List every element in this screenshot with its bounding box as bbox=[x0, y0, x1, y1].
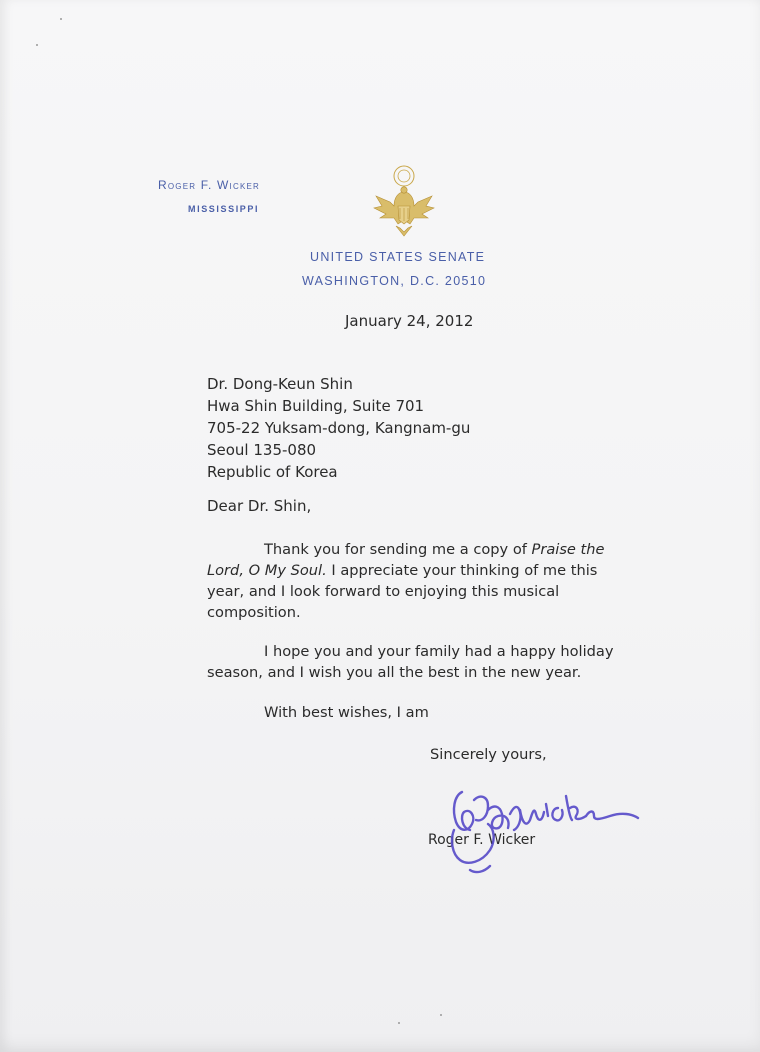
recipient-line: Republic of Korea bbox=[207, 463, 338, 481]
paper-speck bbox=[440, 1014, 442, 1016]
recipient-line: 705-22 Yuksam-dong, Kangnam-gu bbox=[207, 419, 471, 437]
letter-date: January 24, 2012 bbox=[345, 312, 474, 330]
closing: Sincerely yours, bbox=[430, 746, 547, 763]
paper-speck bbox=[398, 1022, 400, 1024]
paper-speck bbox=[36, 44, 38, 46]
body-paragraph-1 bbox=[207, 539, 617, 623]
sender-state: MISSISSIPPI bbox=[188, 204, 260, 214]
body-paragraph-3: With best wishes, I am bbox=[264, 704, 429, 721]
recipient-line: Seoul 135-080 bbox=[207, 441, 317, 459]
sender-name: Roger F. Wicker bbox=[158, 178, 261, 192]
handwritten-signature bbox=[410, 770, 646, 880]
signature-name: Roger F. Wicker bbox=[428, 832, 536, 848]
body-text: I appreciate your thinking of me this year, and I look forward to enjoying this musical composition. bbox=[207, 562, 598, 621]
organization-address: WASHINGTON, D.C. 20510 bbox=[302, 274, 487, 288]
body-text: Thank you for sending me a copy of bbox=[264, 541, 532, 558]
organization-name: UNITED STATES SENATE bbox=[310, 250, 486, 264]
paper-speck bbox=[60, 18, 62, 20]
senate-seal-eagle-icon bbox=[368, 162, 440, 242]
salutation: Dear Dr. Shin, bbox=[207, 497, 312, 515]
recipient-line: Dr. Dong-Keun Shin bbox=[207, 375, 353, 393]
recipient-address bbox=[207, 373, 470, 483]
recipient-line: Hwa Shin Building, Suite 701 bbox=[207, 397, 425, 415]
composition-title: Praise the Lord, O My Soul. bbox=[207, 541, 605, 579]
body-paragraph-2: I hope you and your family had a happy holiday season, and I wish you all the best in the new year. bbox=[207, 643, 614, 681]
